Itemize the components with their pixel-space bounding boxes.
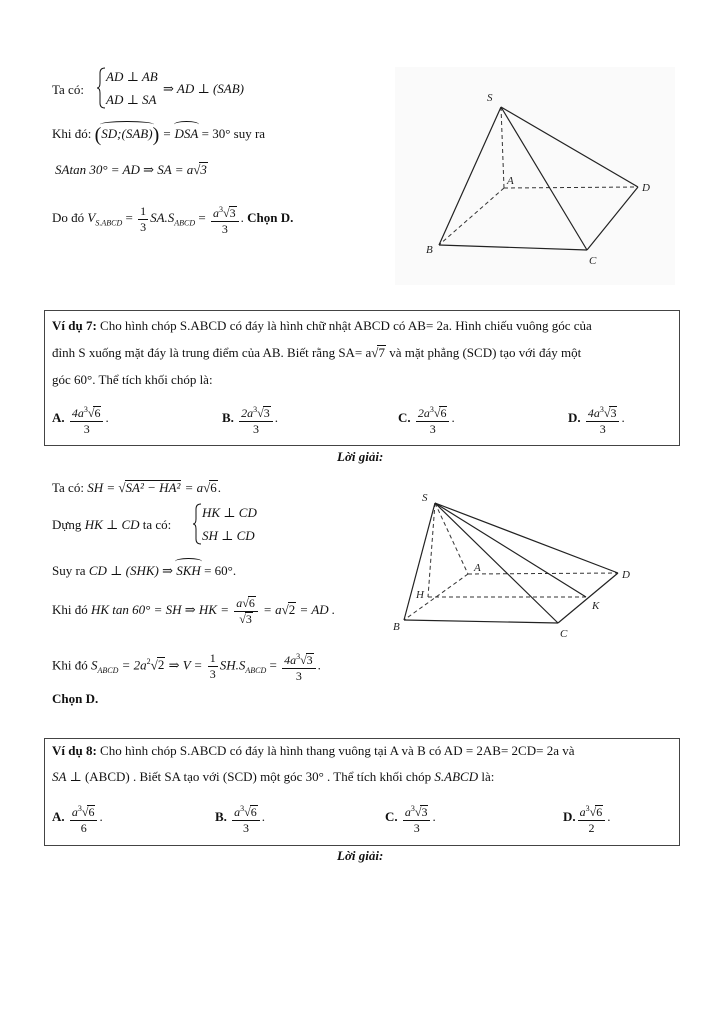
ex8-c-sup: 3 <box>410 803 415 813</box>
sol1-eq: = <box>125 210 133 225</box>
ex7-c-den: 3 <box>429 421 436 436</box>
sol1-s-sub: ABCD <box>174 218 196 228</box>
ex7-d-den: 3 <box>599 421 606 436</box>
sol1-frac1-den: 3 <box>140 219 147 234</box>
ex7-answer-a <box>52 398 109 438</box>
fig2-edge-sc <box>435 503 558 623</box>
ex8-answer-b-num: $a^3√6$ <box>232 801 260 821</box>
ex8-answer-a-num: $a^3√6$ <box>70 801 98 821</box>
sol2-l5-frac1 <box>208 651 218 682</box>
ex7-d-coef: 4a <box>587 405 600 420</box>
sol2-l5-eq: = <box>266 657 281 673</box>
ex8-answer-b <box>215 797 265 837</box>
sol1-system-eq2: AD ⊥ SA <box>106 92 157 107</box>
ex7-answer-d <box>568 398 625 438</box>
ex7-d-sqrt: 3 <box>610 405 617 420</box>
ex7-answer-c-num: $2a^3√6$ <box>416 402 450 422</box>
fig1-edge-sc <box>501 107 587 250</box>
ex8-a-sup: 3 <box>77 803 82 813</box>
ex7-b-den: 3 <box>252 421 259 436</box>
sol2-l3-end: = 60°. <box>200 563 237 578</box>
sol2-l5-m: = 2a <box>118 657 147 673</box>
sol2-system-eq1: HK ⊥ CD <box>202 505 257 520</box>
ex7-c-sup: 3 <box>429 404 434 414</box>
ex7-text2a: đỉnh S xuống mặt đáy là trung điểm của AB. Biết rằng SA= a <box>52 345 372 360</box>
ex8-d-a: a <box>579 804 586 819</box>
ex7-answer-a-letter: A. <box>52 410 65 425</box>
sol2-l1-end: . <box>217 480 222 495</box>
sol2-l2-m: HK ⊥ CD <box>84 517 140 532</box>
fig1-label-s: S <box>487 92 493 104</box>
fig1-edge-ab <box>439 188 504 245</box>
ex7-answer-a-frac <box>70 402 104 437</box>
ex8-answer-c <box>385 797 436 837</box>
ex7-c-coef: 2a <box>417 405 430 420</box>
ex8-c-a: a <box>404 804 411 819</box>
ex7-b-sqrt: 3 <box>263 405 270 420</box>
fig2-edge-ad <box>468 573 618 574</box>
sol2-l4-end: = AD . <box>296 602 336 617</box>
sol2-l4-num-a: a <box>236 595 243 610</box>
ex8-answer-c-letter: C. <box>385 809 398 824</box>
ex8-a-a: a <box>71 804 78 819</box>
sol1-chon: Chọn D. <box>247 210 294 225</box>
sol2-l5-frac2 <box>282 649 316 684</box>
ex7-text2b: và mặt phẳng (SCD) tạo với đáy một <box>385 345 582 360</box>
sol2-l3-pre: Suy ra <box>52 563 86 578</box>
ex8-answer-d-frac <box>578 801 606 836</box>
ex7-b-sup: 3 <box>253 404 258 414</box>
fig2-label-c: C <box>560 628 568 640</box>
fig1-edge-sa <box>501 107 504 188</box>
sol1-v-label: V <box>87 210 96 225</box>
sol2-l4-num-sqrt: 6 <box>248 595 255 610</box>
fig2-edge-cd <box>558 573 618 623</box>
sol1-angle-eq: = <box>162 126 175 141</box>
ex8-label: Ví dụ 8: <box>52 743 97 758</box>
ex7-d-sup: 3 <box>599 404 604 414</box>
sol2-l5-s: S <box>91 657 98 673</box>
sol2-l5-f2-sup: 3 <box>296 651 301 661</box>
sol1-ta-co: Ta có: <box>52 82 84 97</box>
sol1-tan-sqrt: 3 <box>200 162 207 177</box>
sol1-frac2 <box>211 202 239 237</box>
ex8-d-sup: 3 <box>585 803 590 813</box>
fig2-edge-bc <box>404 620 558 623</box>
sol1-system-brace <box>96 67 106 109</box>
sol1-frac2-num: $a^3√3$ <box>211 202 239 222</box>
ex8-text2-m2: S.ABCD <box>434 769 479 784</box>
sol2-l3-m: CD ⊥ (SHK) ⇒ <box>88 563 177 578</box>
fig1-edge-bc <box>439 245 587 250</box>
sol2-l4-pre: Khi đó <box>52 602 88 617</box>
ex7-a-dot: . <box>105 410 109 425</box>
ex7-text2-sqrt: 7 <box>378 345 385 360</box>
fig2-label-k: K <box>592 600 600 612</box>
sol2-l5-f2-num: $4a^3√3$ <box>282 649 316 669</box>
sol2-line3 <box>52 563 236 579</box>
fig1-label-b: B <box>426 244 433 256</box>
sol2-l4-m: HK tan 60° = SH ⇒ HK = <box>91 602 233 617</box>
fig1-edge-ad <box>504 187 638 188</box>
sol2-system-eq2: SH ⊥ CD <box>202 528 255 543</box>
sol1-frac1-num: 1 <box>140 203 147 218</box>
ex8-text2-end: là: <box>478 769 495 784</box>
ex7-label: Ví dụ 7: <box>52 318 97 333</box>
ex8-answer-c-frac <box>403 801 431 836</box>
ex8-answer-d <box>563 797 610 837</box>
ex8-d-dot: . <box>607 809 611 824</box>
sol2-l4-frac <box>234 596 258 627</box>
sol1-angle-expr: SD;(SAB) <box>101 126 153 141</box>
sol2-l1-pre: Ta có: <box>52 480 84 495</box>
ex8-b-dot: . <box>261 809 266 824</box>
sol2-l1-post: = a <box>181 480 204 495</box>
ex7-line3: góc 60°. Thể tích khối chóp là: <box>52 372 213 387</box>
sol2-l3-hat: SKH <box>176 563 201 578</box>
ex8-c-den: 3 <box>413 820 420 835</box>
sol2-l5-m2: ⇒ V = <box>165 657 206 673</box>
ex8-answer-d-num: $a^3√6$ <box>578 801 606 821</box>
sol1-khi-do: Khi đó: <box>52 126 92 141</box>
ex7-a-den: 3 <box>83 421 90 436</box>
figure-pyramid-1 <box>395 67 675 285</box>
sol2-l1-sqrt2: 6 <box>210 480 217 495</box>
sol2-l4-den: √3 <box>239 611 252 626</box>
fig1-label-c: C <box>589 255 597 267</box>
ex7-loi-giai: Lời giải: <box>337 449 384 464</box>
fig2-label-a: A <box>474 562 481 574</box>
ex8-b-sqrt: 6 <box>250 804 257 819</box>
sol2-line5: Khi đó $S_{ABCD} = 2a^2√2$ ⇒ V = $\frac{1}{3}$ $SH.S_{ABCD}$ = $\frac{4a^3√3}{3}$ . <box>52 650 321 683</box>
ex7-answer-b-letter: B. <box>222 410 234 425</box>
sol2-l2-mid: ta có: <box>139 517 172 532</box>
ex8-a-den: 6 <box>80 820 87 835</box>
sol2-l5-f2-sqrt: 3 <box>306 652 313 667</box>
sol1-angle-paren: ( <box>94 124 102 146</box>
sol1-volume-line: Do đó $V_{S.ABCD}$ = $\frac{1}{3}$ $SA.S_{ABCD}$ = $\frac{a^3√3}{3}$ . Chọn D. <box>52 203 294 236</box>
sol1-khi-do-line <box>52 124 266 146</box>
sol2-system-brace <box>192 503 202 545</box>
ex7-a-sup: 3 <box>83 404 88 414</box>
fig2-label-b: B <box>393 621 400 633</box>
sol2-line4: Khi đó HK tan 60° = SH ⇒ HK = $\frac{a√6}{√3}$ = a√2 = AD . <box>52 595 336 626</box>
ex7-a-coef: 4a <box>71 405 84 420</box>
fig2-edge-sk <box>435 503 586 597</box>
ex7-answer-c-letter: C. <box>398 410 411 425</box>
ex8-d-den: 2 <box>588 820 595 835</box>
sol1-system-eq1: AD ⊥ AB <box>106 69 158 84</box>
sol2-l5-sqrt: 2 <box>157 657 165 673</box>
ex7-answer-b <box>222 398 278 438</box>
sol1-implies: ⇒ AD ⊥ (SAB) <box>163 81 245 96</box>
ex8-answer-b-frac <box>232 801 260 836</box>
ex7-answer-d-num: $4a^3√3$ <box>586 402 620 422</box>
ex8-c-dot: . <box>432 809 436 824</box>
sol1-tan-sa: SA <box>55 162 70 177</box>
ex8-b-sup: 3 <box>240 803 245 813</box>
ex8-answer-a <box>52 797 103 837</box>
fig1-edge-sd <box>501 107 638 187</box>
sol1-angle-dsa: DSA <box>174 126 199 141</box>
fig1-edge-cd <box>587 187 638 250</box>
sol1-frac2-sup: 3 <box>219 204 224 214</box>
ex8-b-a: a <box>234 804 241 819</box>
ex8-text1: Cho hình chóp S.ABCD có đáy là hình thang vuông tại A và B có AD = 2AB= 2CD= 2a và <box>96 743 575 758</box>
sol1-angle-paren-close: ) <box>152 124 160 146</box>
sol2-l1-m: SH = <box>87 480 119 495</box>
figure-pyramid-2 <box>390 485 650 650</box>
ex8-line1 <box>52 743 574 759</box>
sol1-angle-val: = 30° suy ra <box>198 126 266 141</box>
sol2-l5-f-den: 3 <box>209 666 216 681</box>
sol1-frac2-den: 3 <box>221 221 228 236</box>
ex8-answer-a-letter: A. <box>52 809 65 824</box>
sol2-l5-sub: ABCD <box>97 665 119 675</box>
ex7-answer-d-letter: D. <box>568 410 581 425</box>
sol2-l2-pre: Dựng <box>52 517 82 532</box>
ex8-text2: (ABCD) . Biết SA tạo với (SCD) một góc 30° . Thể tích khối chóp <box>81 769 435 784</box>
ex7-text1: Cho hình chóp S.ABCD có đáy là hình chữ nhật ABCD có AB= 2a. Hình chiếu vuông góc của <box>96 318 592 333</box>
ex8-d-sqrt: 6 <box>596 804 603 819</box>
sol2-l5-end: . <box>317 657 321 673</box>
fig2-label-s: S <box>422 492 428 504</box>
sol2-l5-sub2: ABCD <box>245 665 267 675</box>
sol1-frac1 <box>138 204 148 235</box>
sol2-l4-sqrt: 2 <box>288 602 296 617</box>
sol2-l4-den-sqrt: 3 <box>245 611 252 626</box>
sol2-l5-f-num: 1 <box>209 650 216 665</box>
sol1-frac2-sqrt: 3 <box>229 205 236 220</box>
ex7-a-sqrt: 6 <box>94 405 101 420</box>
sol2-line2 <box>52 517 171 533</box>
ex8-answer-a-frac <box>70 801 98 836</box>
sol1-frac2-a: a <box>213 205 220 220</box>
sol2-chon: Chọn D. <box>52 691 99 706</box>
ex7-answer-b-num: $2a^3√3$ <box>239 402 273 422</box>
ex7-b-dot: . <box>274 410 279 425</box>
ex7-d-dot: . <box>621 410 625 425</box>
ex7-answer-b-frac <box>239 402 273 437</box>
sol1-tan-line: SAtan 30° = AD ⇒ SA = a√3 <box>55 162 207 177</box>
ex8-text2-m: SA ⊥ <box>52 769 82 784</box>
fig1-label-d: D <box>642 182 650 194</box>
sol1-sa-s: SA.S <box>150 210 175 225</box>
ex7-answer-c-frac <box>416 402 450 437</box>
sol2-l5-f2-a: 4a <box>284 652 297 667</box>
fig2-label-d: D <box>622 569 630 581</box>
ex8-a-dot: . <box>99 809 103 824</box>
fig1-edge-sb <box>439 107 501 245</box>
ex8-line2 <box>52 769 494 785</box>
sol2-line1: Ta có: SH = √SA² − HA² = a√6. <box>52 480 222 495</box>
ex8-c-sqrt: 3 <box>421 804 428 819</box>
sol2-l5-pre: Khi đó <box>52 657 88 673</box>
ex7-c-sqrt: 6 <box>440 405 447 420</box>
ex8-a-sqrt: 6 <box>88 804 95 819</box>
sol2-l4-num: a√6 <box>234 596 258 612</box>
ex7-answer-c <box>398 398 455 438</box>
ex8-b-den: 3 <box>242 820 249 835</box>
fig2-label-h: H <box>416 589 424 601</box>
sol1-tan-rest: tan 30° = AD ⇒ SA = a <box>69 162 194 177</box>
sol2-l5-f2-den: 3 <box>295 668 302 683</box>
ex7-c-dot: . <box>451 410 455 425</box>
ex7-b-coef: 2a <box>241 405 254 420</box>
ex8-answer-d-letter: D. <box>563 809 576 824</box>
ex8-answer-c-num: $a^3√3$ <box>403 801 431 821</box>
sol1-do-do: Do đó <box>52 210 85 225</box>
sol2-l5-m3: SH.S <box>219 657 246 673</box>
sol1-v-sub: S.ABCD <box>95 218 123 228</box>
sol2-l4-post: = a <box>259 602 282 617</box>
ex8-loi-giai: Lời giải: <box>337 848 384 863</box>
ex8-answer-b-letter: B. <box>215 809 227 824</box>
ex7-line2: đỉnh S xuống mặt đáy là trung điểm của AB. Biết rằng SA= a√7 và mặt phẳng (SCD) tạo với đáy một <box>52 345 582 360</box>
ex7-answer-d-frac <box>586 402 620 437</box>
fig1-label-a: A <box>507 175 514 187</box>
ex7-answer-a-num: $4a^3√6$ <box>70 402 104 422</box>
sol1-eq2: = <box>198 210 206 225</box>
ex7-line1 <box>52 318 592 334</box>
sol2-l1-sqrt: SA² − HA² <box>125 480 181 495</box>
sol2-l5-sup: 2 <box>146 657 151 666</box>
